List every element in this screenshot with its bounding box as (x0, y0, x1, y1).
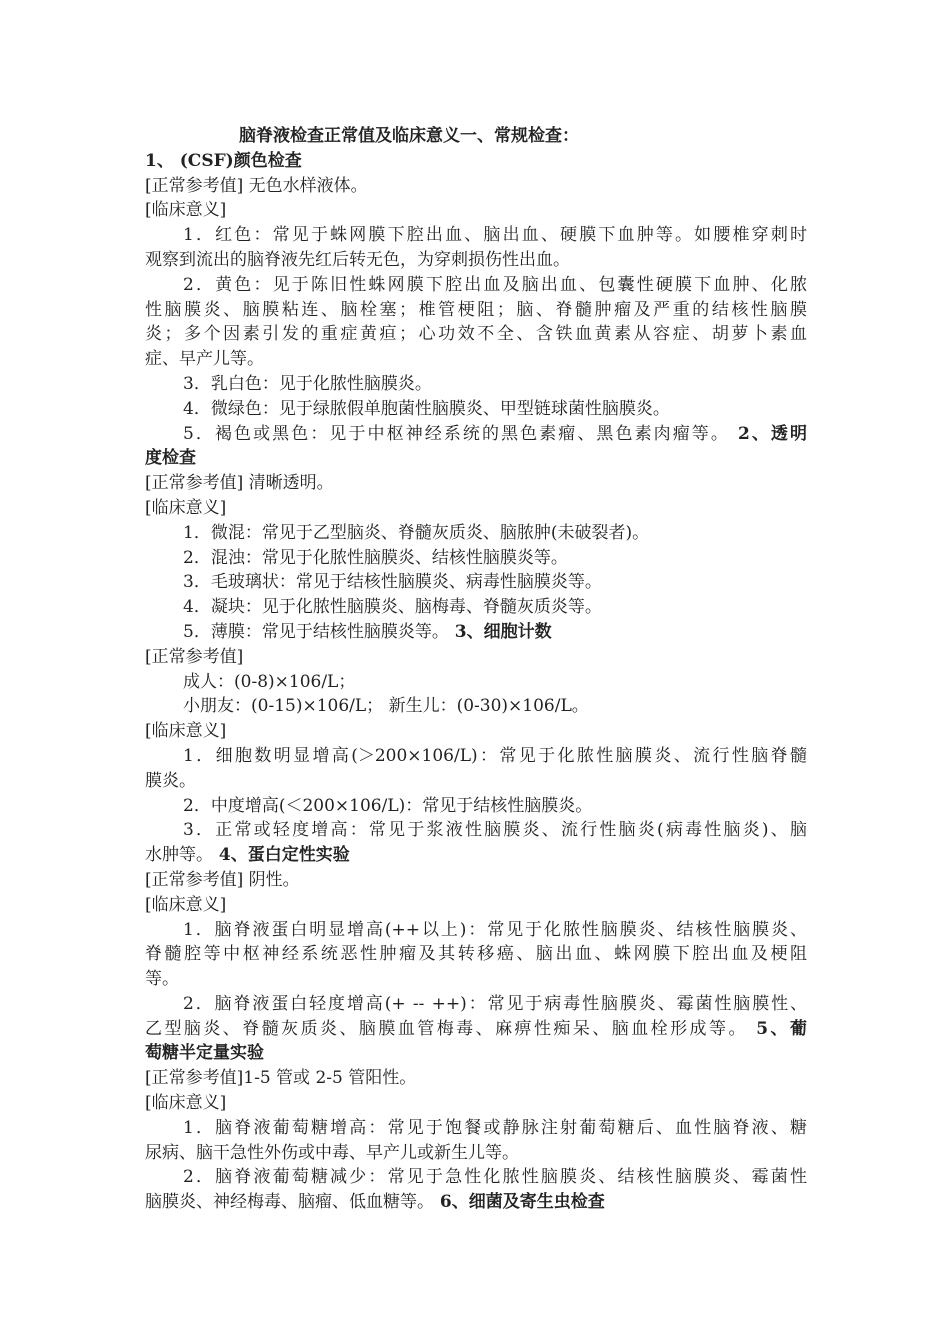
line-text: 水肿等。 (145, 845, 213, 866)
section-heading-inline: 6、细菌及寄生虫检查 (434, 1192, 605, 1213)
text-line (145, 694, 807, 719)
text-line (145, 372, 807, 397)
section-heading-inline: 2、透明 (729, 423, 807, 444)
line-text: 萄糖半定量实验 (145, 1043, 264, 1064)
text-line (145, 1041, 807, 1066)
line-text: [临床意义] (145, 200, 227, 221)
line-text: 2．脑脊液蛋白轻度增高(+ -- ++)：常见于病毒性脑膜炎、霉菌性脑膜性、 (183, 993, 807, 1014)
line-text: 5．薄膜：常见于结核性脑膜炎等。 (183, 621, 449, 642)
text-line (145, 570, 807, 595)
text-line (145, 670, 807, 695)
line-text: [临床意义] (145, 894, 227, 915)
text-line (145, 595, 807, 620)
line-text: 3．乳白色：见于化脓性脑膜炎。 (183, 373, 432, 394)
text-line (145, 546, 807, 571)
text-line (145, 1165, 807, 1190)
text-line (145, 893, 807, 918)
text-line (145, 322, 807, 347)
text-line (145, 1141, 807, 1166)
line-text: [正常参考值] (145, 646, 244, 667)
section-heading-inline: 4、蛋白定性实验 (213, 845, 350, 866)
document-title: 脑脊液检查正常值及临床意义一、常规检查： (239, 126, 579, 146)
line-text: 4．微绿色：见于绿脓假单胞菌性脑膜炎、甲型链球菌性脑膜炎。 (183, 398, 670, 419)
line-text: 观察到流出的脑脊液先红后转无色，为穿刺损伤性出血。 (145, 249, 570, 270)
line-text: 1．细胞数明显增高(＞200×106/L)：常见于化脓性脑膜炎、流行性脑脊髓 (183, 745, 807, 766)
text-line (145, 818, 807, 843)
line-text: 脑膜炎、神经梅毒、脑瘤、低血糖等。 (145, 1192, 434, 1213)
line-text: 脊髓腔等中枢神经系统恶性肿瘤及其转移癌、脑出血、蛛网膜下腔出血及梗阻 (145, 944, 807, 965)
text-line (145, 868, 807, 893)
line-text: 等。 (145, 969, 179, 990)
text-line (145, 1066, 807, 1091)
text-line (145, 967, 807, 992)
line-text: 1．脑脊液蛋白明显增高(++以上)：常见于化脓性脑膜炎、结核性脑膜炎、 (183, 919, 807, 940)
line-text: [正常参考值] 无色水样液体。 (145, 175, 368, 196)
text-line (145, 620, 807, 645)
text-line (145, 496, 807, 521)
line-text: 4．凝块：见于化脓性脑膜炎、脑梅毒、脊髓灰质炎等。 (183, 597, 602, 618)
line-text: [正常参考值] 清晰透明。 (145, 473, 334, 494)
line-text: [临床意义] (145, 721, 227, 742)
line-text: 5．褐色或黑色：见于中枢神经系统的黑色素瘤、黑色素肉瘤等。 (183, 423, 730, 444)
text-line (145, 223, 807, 248)
line-text: [正常参考值] 阴性。 (145, 869, 300, 890)
line-text: 症、早产儿等。 (145, 349, 264, 370)
line-text: 2．中度增高(＜200×106/L)：常见于结核性脑膜炎。 (183, 795, 593, 816)
line-text: 炎；多个因素引发的重症黄疸；心功效不全、含铁血黄素从容症、胡萝卜素血 (145, 324, 807, 345)
text-line (145, 1190, 807, 1215)
text-line (145, 298, 807, 323)
text-line (145, 149, 807, 174)
line-text: 1．脑脊液葡萄糖增高：常见于饱餐或静脉注射葡萄糖后、血性脑脊液、糖 (183, 1117, 807, 1138)
line-text: 尿病、脑干急性外伤或中毒、早产儿或新生儿等。 (145, 1142, 519, 1163)
text-line (145, 719, 807, 744)
text-line (145, 347, 807, 372)
text-line (145, 521, 807, 546)
line-text: 成人：(0-8)×106/L； (183, 671, 356, 692)
line-text: 2．脑脊液葡萄糖减少：常见于急性化脓性脑膜炎、结核性脑膜炎、霉菌性 (183, 1167, 807, 1188)
text-line (145, 273, 807, 298)
text-line (145, 992, 807, 1017)
text-line (145, 397, 807, 422)
line-text: 1．微混：常见于乙型脑炎、脊髓灰质炎、脑脓肿(未破裂者)。 (183, 522, 650, 543)
line-text: 2．黄色：见于陈旧性蛛网膜下腔出血及脑出血、包囊性硬膜下血肿、化脓 (183, 274, 807, 295)
document-body (145, 149, 807, 1215)
section-heading-inline: 3、细胞计数 (448, 621, 552, 642)
text-line (145, 1091, 807, 1116)
line-text: 小朋友：(0-15)×106/L； 新生儿：(0-30)×106/L。 (183, 696, 589, 717)
line-text: [临床意义] (145, 497, 227, 518)
section-heading-inline: 5、葡 (747, 1018, 807, 1039)
text-line (145, 769, 807, 794)
text-line (145, 918, 807, 943)
text-line (145, 794, 807, 819)
text-line (145, 422, 807, 447)
text-line (145, 174, 807, 199)
line-text: 3．正常或轻度增高：常见于浆液性脑膜炎、流行性脑炎(病毒性脑炎)、脑 (183, 820, 807, 841)
line-text: [正常参考值]1-5 管或 2-5 管阳性。 (145, 1068, 417, 1089)
text-line (145, 645, 807, 670)
text-line (145, 248, 807, 273)
text-line (145, 1116, 807, 1141)
line-text: 度检查 (145, 448, 196, 469)
line-text: 1、 (CSF)颜色检查 (145, 150, 302, 171)
line-text: 3．毛玻璃状：常见于结核性脑膜炎、病毒性脑膜炎等。 (183, 572, 602, 593)
text-line (145, 942, 807, 967)
text-line (145, 446, 807, 471)
line-text: 性脑膜炎、脑膜粘连、脑栓塞；椎管梗阻；脑、脊髓肿瘤及严重的结核性脑膜 (145, 299, 807, 320)
line-text: 膜炎。 (145, 770, 196, 791)
text-line (145, 744, 807, 769)
text-line (145, 198, 807, 223)
text-line (145, 471, 807, 496)
line-text: 乙型脑炎、脊髓灰质炎、脑膜血管梅毒、麻痹性痴呆、脑血栓形成等。 (145, 1018, 748, 1039)
document-page (145, 124, 807, 1215)
line-text: [临床意义] (145, 1093, 227, 1114)
text-line (145, 1017, 807, 1042)
text-line (145, 843, 807, 868)
line-text: 2．混浊：常见于化脓性脑膜炎、结核性脑膜炎等。 (183, 547, 568, 568)
line-text: 1．红色：常见于蛛网膜下腔出血、脑出血、硬膜下血肿等。如腰椎穿刺时 (183, 225, 807, 246)
